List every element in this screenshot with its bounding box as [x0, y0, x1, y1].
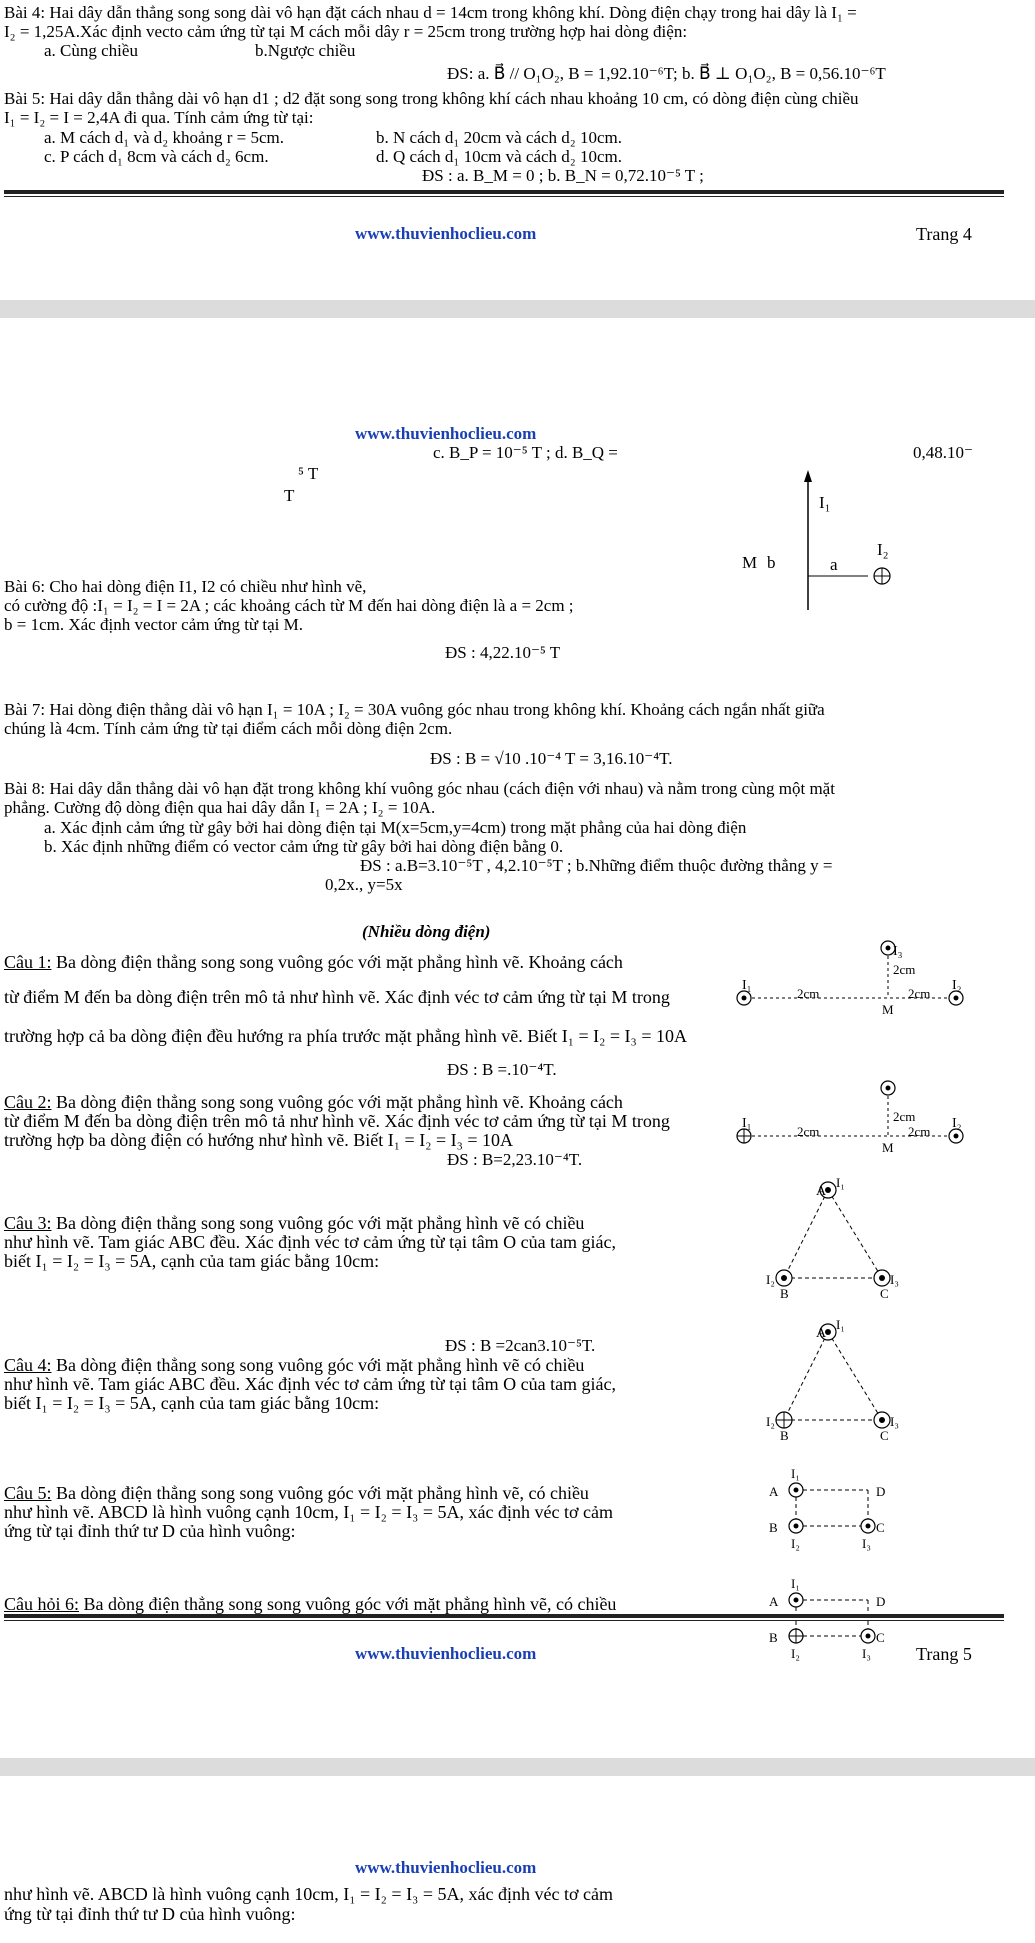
cau2-fig-i2: I₂: [952, 1116, 962, 1131]
cau4-fig-i2: I₂: [766, 1414, 775, 1429]
footer-divider-2-thin: [4, 1620, 1004, 1621]
cau1-fig-i3: I₃: [893, 944, 903, 959]
cau3-label: Câu 3:: [4, 1213, 52, 1233]
cau2-answer: ĐS : B=2,23.10⁻⁴T.: [447, 1150, 583, 1169]
footer-page-number-2: Trang 5: [916, 1644, 972, 1664]
cau2-label: Câu 2:: [4, 1092, 52, 1112]
cau4-fig-c: C: [880, 1428, 889, 1443]
cau6-label: Câu hỏi 6:: [4, 1594, 79, 1614]
cau3-answer: ĐS : B =2can3.10⁻⁵T.: [445, 1336, 596, 1355]
cau2-fig-m: M: [882, 1140, 894, 1155]
cau1-line1: Ba dòng điện thẳng song song vuông góc với mặt phẳng hình vẽ. Khoảng cách: [51, 952, 623, 972]
cau3-line1: Ba dòng điện thẳng song song vuông góc với mặt phẳng hình vẽ có chiều: [51, 1213, 585, 1233]
page3-line1: như hình vẽ. ABCD là hình vuông cạnh 10cm, I₁ = I₂ = I₃ = 5A, xác định véc tơ cảm: [4, 1884, 613, 1904]
bai6-answer: ĐS : 4,22.10⁻⁵ T: [445, 643, 561, 662]
cau2-figure: [728, 1078, 988, 1158]
cau3-line2: như hình vẽ. Tam giác ABC đều. Xác định véc tơ cảm ứng từ tại tâm O của tam giác,: [4, 1232, 617, 1252]
cau6-fig-i3: I₃: [862, 1646, 871, 1661]
cau5-line2: như hình vẽ. ABCD là hình vuông cạnh 10cm, I₁ = I₂ = I₃ = 5A, xác định véc tơ cảm: [4, 1502, 613, 1522]
cau6-line1: Ba dòng điện thẳng song song vuông góc với mặt phẳng hình vẽ, có chiều: [79, 1594, 617, 1614]
footer-website-link-2[interactable]: www.thuvienhoclieu.com: [355, 1644, 537, 1663]
cau1-figure: [728, 940, 988, 1020]
cau5-fig-d: D: [876, 1484, 886, 1499]
cau1-line3: trường hợp cả ba dòng điện đều hướng ra phía trước mặt phẳng hình vẽ. Biết I₁ = I₂ = I₃ = 10A: [4, 1026, 687, 1046]
cau1-fig-i2: I₂: [952, 978, 962, 993]
bai8-answer1: ĐS : a.B=3.10⁻⁵T , 4,2.10⁻⁵T ; b.Những điểm thuộc đường thẳng y =: [360, 856, 833, 875]
footer-divider-2: [4, 1614, 1004, 1618]
bai7-line1: Bài 7: Hai dòng điện thẳng dài vô hạn I₁ = 10A ; I₂ = 30A vuông góc nhau trong không khí. Khoảng cách ngắn nhất giữa: [4, 700, 825, 719]
bai5-answer: ĐS : a. B_M = 0 ; b. B_N = 0,72.10⁻⁵ T ;: [422, 166, 704, 185]
cau3-line3: biết I₁ = I₂ = I₃ = 5A, cạnh của tam giác bằng 10cm:: [4, 1251, 380, 1271]
page-trang-4: [0, 0, 1035, 300]
bai7-line2: chúng là 4cm. Tính cảm ứng từ tại điểm cách mỗi dòng điện 2cm.: [4, 719, 453, 738]
cau1-fig-i1: I₁: [742, 978, 752, 993]
cau2-line1: Ba dòng điện thẳng song song vuông góc với mặt phẳng hình vẽ. Khoảng cách: [51, 1092, 623, 1112]
cau5-fig-a: A: [769, 1484, 779, 1499]
cau1-fig-2cm-right: 2cm: [908, 986, 931, 1001]
cau3-fig-b: B: [780, 1286, 789, 1301]
bai5-c: c. P cách d₁ 8cm và cách d₂ 6cm.: [44, 147, 269, 166]
cau4-line3: biết I₁ = I₂ = I₃ = 5A, cạnh của tam giác bằng 10cm:: [4, 1393, 380, 1413]
cau6-fig-i2: I₂: [791, 1646, 800, 1661]
footer-divider: [4, 190, 1004, 194]
cau5-line1: Ba dòng điện thẳng song song vuông góc với mặt phẳng hình vẽ, có chiều: [51, 1483, 589, 1503]
cau6-fig-i1: I₁: [791, 1576, 800, 1591]
cau1-answer: ĐS : B =.10⁻⁴T.: [447, 1060, 557, 1079]
cau3-fig-c: C: [880, 1286, 889, 1301]
cau5-fig-i1: I₁: [791, 1466, 800, 1481]
cau5-fig-b: B: [769, 1520, 778, 1535]
bai6-line1: Bài 6: Cho hai dòng điện I1, I2 có chiều như hình vẽ,: [4, 577, 367, 596]
cau1-fig-2cm-left: 2cm: [797, 986, 820, 1001]
cau1-fig-2cm-vertical: 2cm: [893, 962, 916, 977]
bai4-answer: ĐS: a. B⃗ // O₁O₂, B = 1,92.10⁻⁶T; b. B⃗ ⊥ O₁O₂, B = 0,56.10⁻⁶T: [447, 64, 886, 83]
cau2-fig-i1: I₁: [742, 1116, 752, 1131]
cau5-fig-c: C: [876, 1520, 885, 1535]
bai8-answer2: 0,2x., y=5x: [325, 875, 403, 894]
cau4-fig-a: A: [816, 1326, 827, 1341]
bai5-continued-exponent: ⁵ T: [298, 464, 319, 483]
bai6-fig-b: b: [767, 553, 776, 572]
cau6-fig-d: D: [876, 1594, 886, 1609]
bai4-option-b: b.Ngược chiều: [255, 41, 356, 60]
cau4-label: Câu 4:: [4, 1355, 52, 1375]
cau5-fig-i3: I₃: [862, 1536, 871, 1551]
section-title: (Nhiều dòng điện): [362, 922, 491, 941]
footer-website-link[interactable]: www.thuvienhoclieu.com: [355, 224, 537, 243]
bai7-answer: ĐS : B = √10 .10⁻⁴ T = 3,16.10⁻⁴T.: [430, 749, 673, 768]
bai5-continued-unit: T: [284, 486, 295, 505]
cau6-fig-a: A: [769, 1594, 779, 1609]
bai8-b: b. Xác định những điểm có vector cảm ứng từ gây bởi hai dòng điện bằng 0.: [44, 837, 564, 856]
bai8-line2: phẳng. Cường độ dòng điện qua hai dây dẫn I₁ = 2A ; I₂ = 10A.: [4, 798, 436, 817]
page-trang-6: [0, 1776, 1035, 1943]
bai5-continued: c. B_P = 10⁻⁵ T ; d. B_Q =: [433, 443, 618, 462]
cau3-fig-i2: I₂: [766, 1272, 775, 1287]
header-website-link[interactable]: www.thuvienhoclieu.com: [355, 424, 537, 443]
bai6-fig-i2: I₂: [877, 540, 889, 559]
bai6-line2: có cường độ :I₁ = I₂ = I = 2A ; các khoảng cách từ M đến hai dòng điện là a = 2cm ;: [4, 596, 574, 615]
cau4-fig-i3: I₃: [890, 1414, 899, 1429]
bai5-a: a. M cách d₁ và d₂ khoảng r = 5cm.: [44, 128, 285, 147]
bai6-figure: [720, 468, 880, 628]
cau6-fig-b: B: [769, 1630, 778, 1645]
cau6-fig-c: C: [876, 1630, 885, 1645]
bai5-b: b. N cách d₁ 20cm và cách d₂ 10cm.: [376, 128, 622, 147]
footer-page-number: Trang 4: [916, 224, 972, 244]
bai6-fig-m: M: [742, 553, 758, 572]
cau2-fig-2cm-right: 2cm: [908, 1124, 931, 1139]
cau4-fig-b: B: [780, 1428, 789, 1443]
cau2-line2: từ điểm M đến ba dòng điện trên mô tả như hình vẽ. Xác định véc tơ cảm ứng từ tại M trong: [4, 1111, 670, 1131]
cau1-fig-m: M: [882, 1002, 894, 1017]
cau3-fig-i1: I₁: [836, 1175, 845, 1190]
cau5-label: Câu 5:: [4, 1483, 52, 1503]
cau4-fig-i1: I₁: [836, 1317, 845, 1332]
cau3-fig-a: A: [816, 1184, 827, 1199]
bai5-continued-right: 0,48.10⁻: [913, 443, 973, 462]
bai4-line1: Bài 4: Hai dây dẫn thẳng song song dài vô hạn đặt cách nhau d = 14cm trong không khí. Dòng điện chạy trong hai dây là I₁ =: [4, 3, 857, 22]
bai8-line1: Bài 8: Hai dây dẫn thẳng dài vô hạn đặt trong không khí vuông góc nhau (cách điện với nhau) và nằm trong cùng một mặt: [4, 779, 835, 798]
bai6-fig-i1: I₁: [819, 493, 831, 512]
bai6-fig-a: a: [830, 555, 838, 574]
bai5-line2: I₁ = I₂ = I = 2,4A đi qua. Tính cảm ứng từ tại:: [4, 108, 314, 127]
footer-divider-thin: [4, 196, 1004, 197]
cau4-line2: như hình vẽ. Tam giác ABC đều. Xác định véc tơ cảm ứng từ tại tâm O của tam giác,: [4, 1374, 617, 1394]
bai4-option-a: a. Cùng chiều: [44, 41, 138, 60]
bai6-line3: b = 1cm. Xác định vector cảm ứng từ tại M.: [4, 615, 303, 634]
cau1-label: Câu 1:: [4, 952, 52, 972]
header-website-link-3[interactable]: www.thuvienhoclieu.com: [355, 1858, 537, 1877]
page3-line2: ứng từ tại đỉnh thứ tư D của hình vuông:: [4, 1904, 296, 1924]
cau3-fig-i3: I₃: [890, 1272, 899, 1287]
cau5-line3: ứng từ tại đỉnh thứ tư D của hình vuông:: [4, 1521, 296, 1541]
cau2-fig-2cm-vertical: 2cm: [893, 1109, 916, 1124]
cau2-line3: trường hợp ba dòng điện có hướng như hình vẽ. Biết I₁ = I₂ = I₃ = 10A: [4, 1130, 514, 1150]
bai5-d: d. Q cách d₁ 10cm và cách d₂ 10cm.: [376, 147, 622, 166]
bai4-line2: I₂ = 1,25A.Xác định vecto cảm ứng từ tại M cách mỗi dây r = 25cm trong trường hợp hai dòng điện:: [4, 22, 688, 41]
bai8-a: a. Xác định cảm ứng từ gây bởi hai dòng điện tại M(x=5cm,y=4cm) trong mặt phẳng của hai dòng điện: [44, 818, 747, 837]
cau4-line1: Ba dòng điện thẳng song song vuông góc với mặt phẳng hình vẽ có chiều: [51, 1355, 585, 1375]
cau1-line2: từ điểm M đến ba dòng điện trên mô tả như hình vẽ. Xác định véc tơ cảm ứng từ tại M trong: [4, 987, 670, 1007]
cau2-fig-2cm-left: 2cm: [797, 1124, 820, 1139]
page-trang-5: [0, 318, 1035, 1758]
current-i1-arrow: [804, 470, 812, 482]
bai5-line1: Bài 5: Hai dây dẫn thẳng dài vô hạn d1 ; d2 đặt song song trong không khí cách nhau khoảng 10 cm, có dòng điện cùng chiều: [4, 89, 859, 108]
cau5-fig-i2: I₂: [791, 1536, 800, 1551]
